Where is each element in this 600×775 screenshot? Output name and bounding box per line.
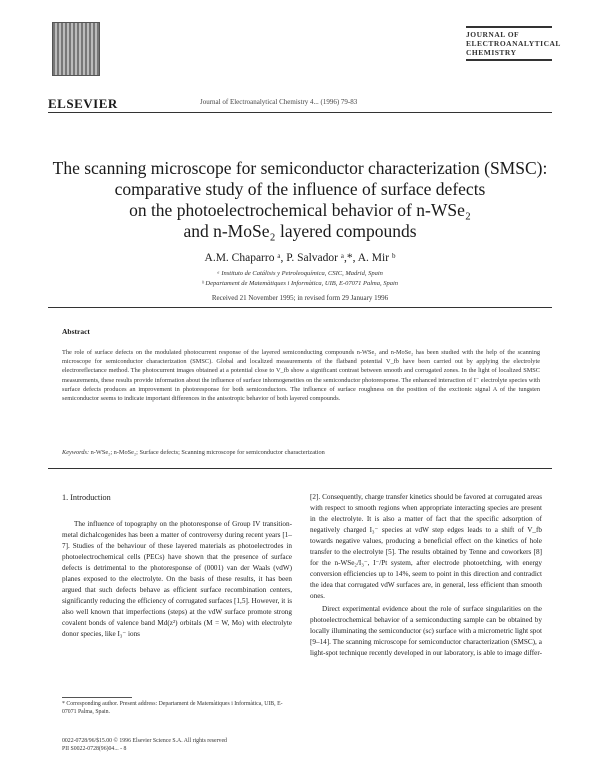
title-line-3: on the photoelectrochemical behavior of n-WSe₂ — [129, 200, 471, 220]
corresponding-author-footnote: * Corresponding author. Present address: Departament de Matemàtiques i Informàtica, UIB, E-07071 Palma, Spain. — [62, 701, 283, 715]
keywords-label: Keywords: — [62, 449, 90, 456]
copyright-line-1: 0022-0728/96/$15.00 © 1996 Elsevier Science S.A. All rights reserved — [62, 738, 227, 744]
title-line-2: comparative study of the influence of surface defects — [114, 179, 486, 199]
title-line-4: and n-MoSe₂ layered compounds — [183, 221, 417, 241]
paper-title — [40, 158, 560, 242]
copyright-notice — [62, 737, 302, 753]
title-divider — [48, 307, 552, 308]
footnote-rule — [62, 697, 132, 698]
right-paragraph-1: [2]. Consequently, charge transfer kinetics should be favored at corrugated areas with respect to smooth regions when appropriate interacting species are present in the electrolyte. It is also a matter of fact that the specific adsorption of negatively charged I₃⁻ species at vdW step edges leads to a shift of V_fb towards negative values, producing a beneficial effect on the kinetics of hole transfer to the electrolyte [5]. The results obtained by Tenne and coworkers [8] for the n-WSe₂/I₃⁻, I⁻/Pt system, after electrode photoetching, with energy conversion efficiencies up to 14%, seem to point in this direction and contradict the idea that corrugated vdW surfaces are, in general, less efficient than smooth ones. — [310, 493, 542, 600]
tree-logo-icon — [52, 22, 100, 76]
title-line-1: The scanning microscope for semiconductor characterization (SMSC): — [52, 158, 548, 178]
journal-logo — [466, 24, 561, 63]
right-paragraph-2: Direct experimental evidence about the role of surface singularities on the photoelectrochemical behavior of a semiconducting sample can be obtained by locally illuminating the semiconductor (sc) surface with a micrometric light spot [9–14]. The scanning microscope for semiconductor characterization (SMSC), a light-spot technique recently developed in our laboratory, is able to image differ- — [310, 605, 542, 657]
keywords — [62, 449, 540, 456]
abstract-text: The role of surface defects on the modulated photocurrent response of the layered semiconducting compounds n-WSe₂ and n-MoSe₂ has been studied with the help of the scanning microscope for semiconductor characterization (SMSC). Global and localized measurements of the flatband potential V_fb have been carried out by applying the electrolyte electroreflectance method. The photocurrent images obtained at a potential close to V_fb show a significant contrast between smooth and corrugated zones. In the light of localized SMSC measurements, these results provide information about the influence of surface inhomogeneities on the semiconductor photoresponse. The enhanced interaction of I⁻ electrolyte species with surface defects produces an improvement in photoresponse for both semiconductors. The influence of surface roughness on the position of the excitonic signal A of the tungsten semiconductor seems to indicate important differences in the anisotropic behavior of both layered compounds. — [62, 349, 540, 403]
abstract-divider — [48, 468, 552, 469]
keywords-text: n-WSe₂; n-MoSe₂; Surface defects; Scanning microscope for semiconductor characterization — [90, 449, 325, 456]
right-column — [310, 492, 542, 661]
author-list: A.M. Chaparro ᵃ, P. Salvador ᵃ,*, A. Mir ᵇ — [204, 252, 396, 264]
affiliation-b: ᵇ Departament de Matemàtiques i Informàtica, UIB, E-07071 Palma, Spain — [202, 280, 398, 287]
affiliation-a: ᵃ Instituto de Catálisis y Petroleoquímica, CSIC, Madrid, Spain — [217, 270, 383, 277]
section-heading-introduction: 1. Introduction — [62, 493, 111, 502]
journal-logo-line-1: JOURNAL OF — [466, 30, 520, 39]
copyright-line-2: PII S0022-0728(96)04... - 8 — [62, 746, 127, 752]
journal-logo-line-3: CHEMISTRY — [466, 48, 517, 57]
journal-logo-line-2: ELECTROANALYTICAL — [466, 39, 561, 48]
elsevier-tree-logo — [52, 22, 98, 86]
received-date: Received 21 November 1995; in revised form 29 January 1996 — [211, 294, 389, 302]
header-divider — [48, 112, 552, 113]
journal-reference: Journal of Electroanalytical Chemistry 4... (1996) 79-83 — [200, 98, 358, 106]
abstract-heading: Abstract — [62, 327, 90, 336]
left-column — [62, 492, 292, 642]
intro-paragraph: The influence of topography on the photoresponse of Group IV transition-metal dichalcogenides has been a matter of controversy during recent years [1–7]. Studies of the behaviour of these layered materials as photoelectrodes in photoelectrochemical cells (PECs) have shown that the presence of surface defects is detrimental to the photoresponse of (0001) van der Waals (vdW) planes exposed to the electrolyte. On the basis of these results, it has been argued that such defects behave as efficient surface recombination centers, significantly reducing the efficiency of corrugated surfaces [1,5]. However, it is also well known that imperfections (steps) at the vdW surface promote strong covalent bonds of valence band Md(z²) orbitals (M = W, Mo) with electrolyte donor species, like I₃⁻ ions — [62, 520, 292, 638]
publisher-name: ELSEVIER — [48, 96, 118, 111]
